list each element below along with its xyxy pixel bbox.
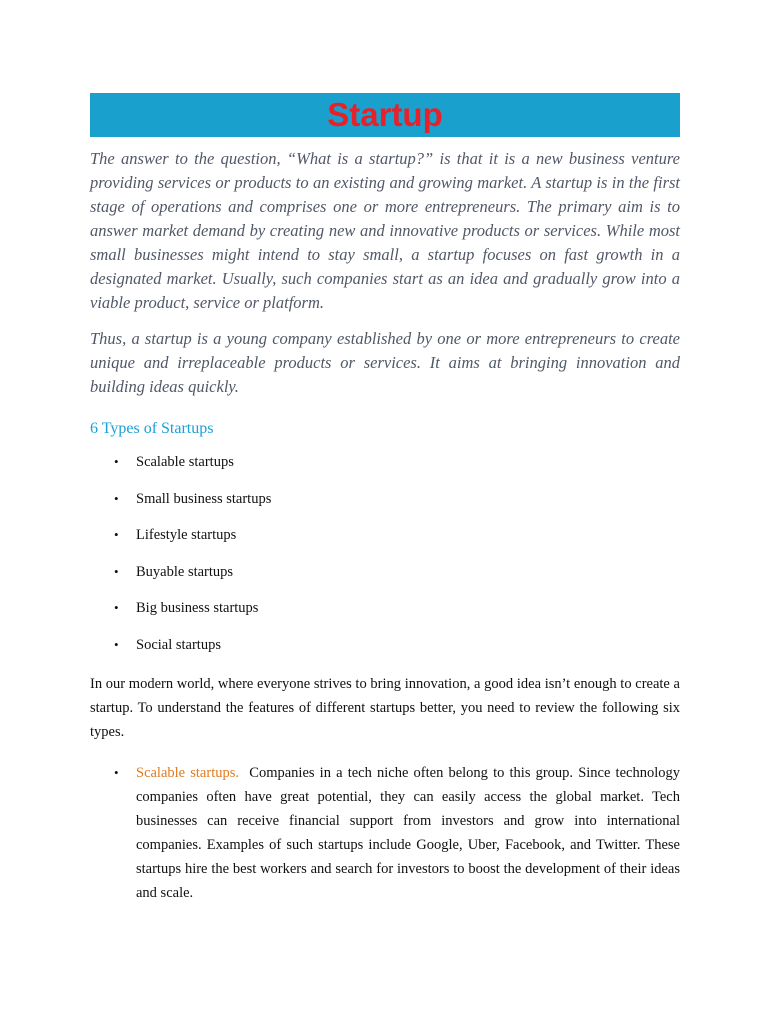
list-item-label: Scalable startups — [136, 454, 234, 470]
bullet-icon: • — [114, 764, 119, 780]
list-item — [90, 598, 680, 618]
list-item — [90, 562, 680, 582]
detail-text: Companies in a tech niche often belong to this group. Since technology companies often have great potential, they can easily access the global market. Tech businesses can receive financial support from investors and grow into international companies. Examples of such startups include Google, Uber, Facebook, and Twitter. These startups hire the best workers and search for investors to boost the development of their ideas and scale. — [136, 764, 684, 901]
list-item-label: Buyable startups — [136, 563, 234, 580]
list-item — [90, 452, 680, 472]
body-paragraph: In our modern world, where everyone strives to bring innovation, a good idea isn’t enough to create a startup. To understand the features of different startups better, you need to review the following six types. — [90, 675, 680, 740]
bullet-icon: • — [114, 527, 119, 543]
list-item — [90, 525, 680, 545]
scalable-startups-detail — [90, 761, 684, 905]
document-title: Startup — [327, 96, 443, 133]
list-item-label: Social startups — [136, 636, 221, 653]
intro-section — [90, 147, 680, 399]
startup-types-list — [90, 452, 680, 655]
list-item-label: Small business startups — [136, 490, 272, 507]
list-item — [90, 489, 680, 509]
list-item-label: Lifestyle startups — [136, 527, 237, 544]
detail-lead: Scalable startups. — [136, 764, 239, 781]
intro-paragraph: The answer to the question, “What is a startup?” is that it is a new business venture providing services or products to an existing and growing market. A startup is in the first stage of operations and comprises one or more entrepreneurs. The primary aim is to answer market demand by creating new and innovative products or services. While most small businesses might intend to stay small, a startup focuses on fast growth in a designated market. Usually, such companies start as an idea and gradually grow into a viable product, service or platform. — [90, 149, 680, 312]
list-item — [90, 635, 680, 655]
section-heading: 6 Types of Startups — [90, 420, 214, 437]
title-banner — [90, 93, 680, 137]
list-item-label: Big business startups — [136, 600, 259, 617]
bullet-icon: • — [114, 600, 119, 616]
intro-paragraph: Thus, a startup is a young company established by one or more entrepreneurs to create unique and irreplaceable products or services. It aims at bringing innovation and building ideas quickly. — [90, 329, 680, 396]
bullet-icon: • — [114, 454, 119, 469]
bullet-icon: • — [114, 490, 119, 506]
bullet-icon: • — [114, 636, 119, 652]
bullet-icon: • — [114, 563, 119, 579]
document-page — [90, 93, 684, 905]
